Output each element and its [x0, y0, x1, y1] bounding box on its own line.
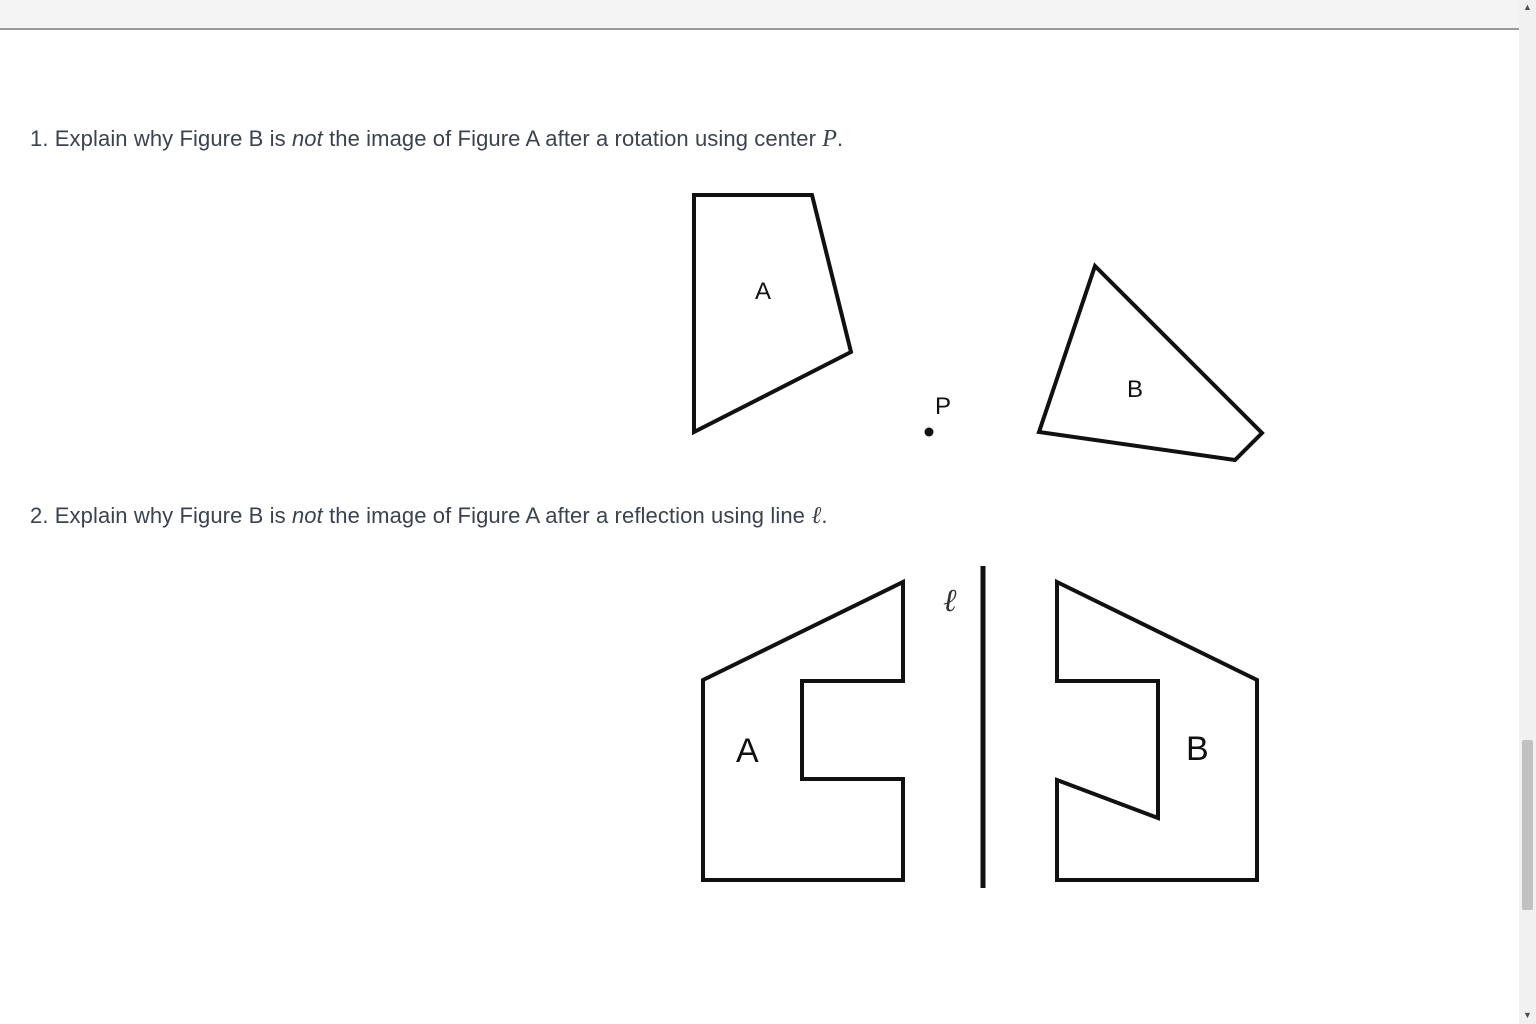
vertical-scrollbar[interactable] — [1519, 0, 1536, 1024]
rotation-figure — [694, 195, 1262, 460]
figure-1-shape-a — [694, 195, 851, 432]
question-2-end: . — [821, 503, 828, 528]
reflection-line-label: ℓ — [943, 582, 957, 618]
figure-2-shape-a — [703, 582, 903, 880]
figure-1-label-a: A — [755, 278, 772, 305]
question-2-number: 2. — [30, 503, 49, 528]
question-2-emphasis: not — [291, 503, 323, 528]
question-1-end: . — [837, 126, 844, 151]
scroll-down-icon[interactable]: ▼ — [1523, 1010, 1532, 1020]
question-1-number: 1. — [30, 126, 49, 151]
question-1-text-before: Explain why Figure B is — [54, 126, 286, 151]
scrollbar-thumb[interactable] — [1522, 740, 1533, 910]
figure-1-label-b: B — [1127, 376, 1144, 403]
figure-2-label-b: B — [1186, 730, 1209, 768]
figure-2-label-a: A — [736, 732, 759, 770]
reflection-figure — [703, 566, 1257, 888]
question-2-text-after: the image of Figure A after a reflection using line — [329, 503, 805, 528]
scroll-up-icon[interactable]: ▲ — [1523, 2, 1532, 12]
center-point-label: P — [935, 393, 952, 420]
figure-2-shape-b — [1057, 582, 1257, 880]
question-1-emphasis: not — [291, 126, 323, 151]
question-1-text-after: the image of Figure A after a rotation using center — [329, 126, 817, 151]
center-point-p — [925, 428, 934, 437]
question-2-variable: ℓ — [811, 503, 822, 529]
figure-1-shape-b — [1039, 266, 1262, 460]
question-2-text-before: Explain why Figure B is — [54, 503, 286, 528]
question-1-variable: P — [822, 126, 837, 152]
